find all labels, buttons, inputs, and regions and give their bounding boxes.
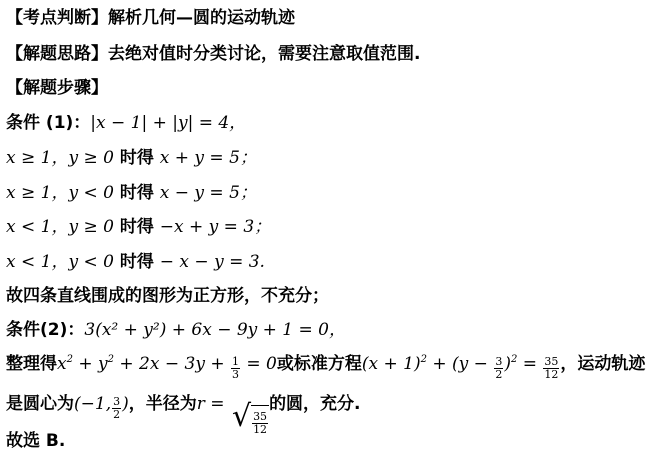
fraction-numerator: 3 [113,395,121,408]
superscript-2: 2 [510,354,518,365]
eq-term: r = [196,394,230,414]
rearranged-equation [57,354,277,381]
case-1-connector: 时得 [113,148,160,168]
fraction-numerator: 35 [253,410,268,423]
radius-expression [196,394,269,436]
center-label: 是圆心为 [6,394,74,414]
case-3-condition: x < 1，y ≥ 0 [6,217,114,237]
case-4-line [6,250,265,274]
center-coordinates [74,394,129,421]
fraction-numerator: 35 [544,355,559,368]
eq-term: ) [122,394,129,414]
final-answer-line [6,429,65,453]
case-4-condition: x < 1，y < 0 [6,252,114,272]
eq-term: + y [72,354,108,374]
eq-term: (−1, [74,394,112,414]
fraction-denominator: 12 [253,423,268,436]
rearranged-label: 整理得 [6,354,57,374]
case-3-line [6,215,271,239]
standard-form-equation [361,354,561,381]
case-3-connector: 时得 [113,217,160,237]
eq-term: x [57,354,67,374]
fraction-denominator: 2 [113,408,121,421]
condition-1-conclusion-line [6,284,329,308]
standard-form-label: 或标准方程 [276,354,362,374]
solving-idea-line [6,42,420,66]
eq-term: + (y − [426,354,494,374]
final-answer: 故选 B. [6,431,66,451]
case-2-connector: 时得 [113,183,160,203]
trajectory-label: ，运动轨迹 [560,354,646,374]
knowledge-point-line [6,6,295,30]
case-1-condition: x ≥ 1，y ≥ 0 [6,148,114,168]
knowledge-point-text: 【考点判断】解析几何—圆的运动轨迹 [6,8,295,28]
condition-2-equation: 3(x² + y²) + 6x − 9y + 1 = 0， [84,320,346,340]
solving-steps-text: 【解题步骤】 [6,78,108,98]
condition-2-line [6,318,346,342]
fraction-numerator: 3 [495,355,503,368]
case-2-line [6,181,257,205]
fraction-three-halves [494,356,503,381]
condition-1-conclusion: 故四条直线围成的图形为正方形，不充分； [6,286,329,306]
fraction-denominator: 12 [544,368,559,381]
fraction-denominator: 2 [495,368,503,381]
condition-1-equation: |x − 1| + |y| = 4， [90,113,247,133]
case-1-result: x + y = 5； [159,148,257,168]
fraction-35-12 [543,356,559,381]
fraction-one-third [231,356,240,381]
case-2-result: x − y = 5； [159,183,257,203]
radicand [251,405,269,436]
radius-label: ，半径为 [128,394,197,414]
condition-1-label: 条件 (1)： [6,113,91,133]
condition-2-conclusion: 的圆，充分. [269,394,361,414]
condition-2-label: 条件(2)： [6,320,85,340]
solving-idea-text: 【解题思路】去绝对值时分类讨论，需要注意取值范围. [6,44,421,64]
fraction-35-12 [252,411,268,436]
eq-term: (x + 1) [361,354,421,374]
case-4-result: − x − y = 3. [159,252,265,272]
radical-sign: √ [231,399,252,434]
square-root [231,399,269,436]
case-3-result: −x + y = 3； [159,217,272,237]
fraction-denominator: 3 [231,368,239,381]
condition-1-line [6,111,246,135]
case-2-condition: x ≥ 1，y < 0 [6,183,114,203]
eq-term: = 0 [240,354,277,374]
case-4-connector: 时得 [113,252,160,272]
eq-term: + 2x − 3y + [114,354,230,374]
rearranged-equation-line [6,352,645,381]
superscript-2: 2 [66,354,73,365]
eq-term: = [517,354,543,374]
fraction-three-halves [112,396,121,421]
fraction-numerator: 1 [231,355,239,368]
superscript-2: 2 [420,354,427,365]
solving-steps-heading [6,76,108,100]
superscript-2: 2 [107,354,114,365]
eq-term: ) [504,354,511,374]
case-1-line [6,146,257,170]
